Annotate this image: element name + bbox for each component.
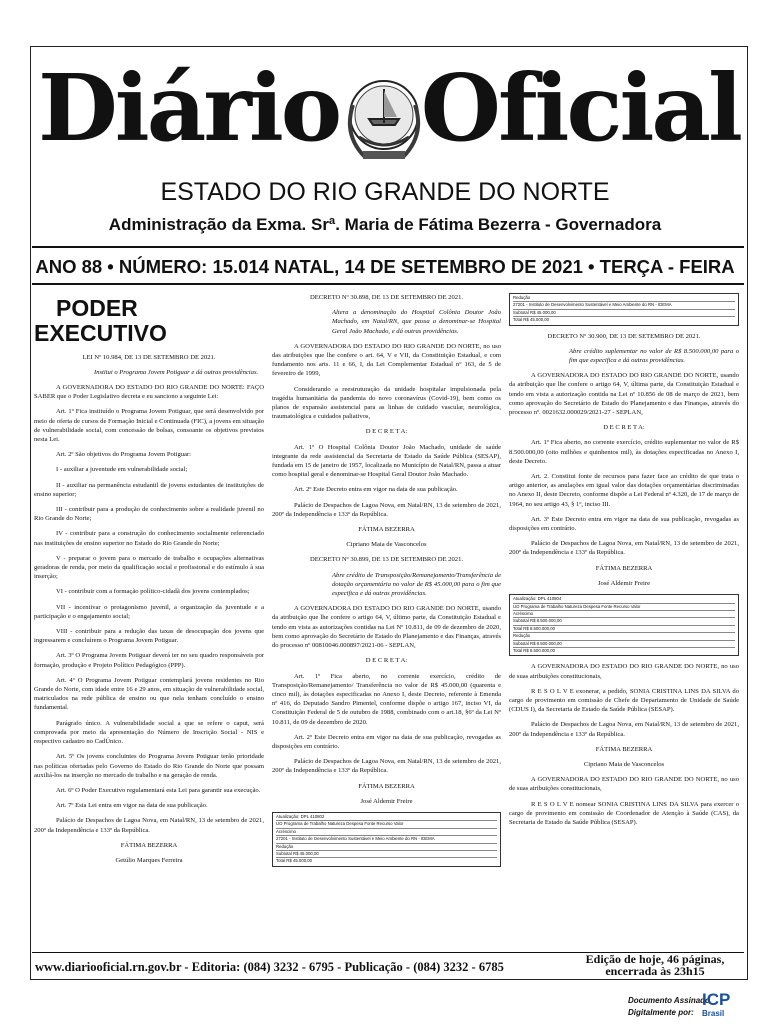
table-row (513, 632, 735, 639)
law-title: LEI Nº 10.984, DE 13 DE SETEMBRO DE 2021. (82, 353, 216, 361)
column-3 (509, 293, 739, 833)
column-2 (272, 293, 501, 873)
paragraph: Considerando a reestruturação da unidade hospitalar impulsionada pela tragédia humanitária da pandemia do novo coronavírus (Covid-19), bem como os planos de expansão assistencial para as linhas de cuidado vascular, neurológica, traumatológica e cuidados paliativos, (272, 385, 501, 421)
table-row (513, 603, 735, 610)
decreta-heading: D E C R E T A: (365, 657, 408, 665)
signature-name: Getúlio Marques Ferreira (115, 856, 183, 864)
table-cell: Atualização: DPL 410804 (513, 596, 562, 602)
paragraph: Art. 6º O Poder Executivo regulamentará esta Lei para garantir sua execução. (56, 786, 261, 794)
table-cell: Redução (513, 633, 531, 639)
table-cell: Atualização: DPL 410802 (276, 813, 325, 819)
section-title: PODER EXECUTIVO (34, 295, 167, 347)
paragraph: Palácio de Despachos de Lagoa Nova, em Natal/RN, 13 de setembro de 2021, 200º da Independência e 133º da República. (509, 540, 739, 557)
table-row (276, 850, 497, 857)
table-cell: 27201 - Instituto de Desenvolvimento Sustentável e Meio Ambiente do RN - IDEMA (276, 836, 435, 842)
table-cell: Subtotal R$ 45.000,00 (513, 309, 556, 315)
table-row (276, 820, 497, 827)
table-row (513, 610, 735, 617)
edition-info (585, 953, 725, 977)
edition-line-2: encerrada às 23h15 (605, 964, 705, 978)
issue-line: ANO 88 • NÚMERO: 15.014 NATAL, 14 DE SETEMBRO DE 2021 • TERÇA - FEIRA (35, 256, 735, 277)
paragraph: Art. 3º Este Decreto entra em vigor na data de sua publicação, revogadas as disposições em contrário. (509, 515, 739, 533)
paragraph: II - auxiliar na permanência estudantil de jovens estudantes de instituições de ensino superior; (34, 481, 264, 498)
table-cell: Subtotal R$ 8.500.000,00 (513, 640, 562, 646)
paragraph: I - auxiliar a juventude em vulnerabilidade social; (56, 466, 188, 474)
paragraph: Art. 4º O Programa Jovem Potiguar contemplará jovens residentes no Rio Grande do Norte, com idade entre 16 e 29 anos, em situação de vulnerabilidade social, matriculados na rede pública de ensino ou que nela tenham concluído o ensino fundamental. (34, 676, 264, 712)
masthead-word-diario: Diário (38, 54, 340, 162)
signature-name: FÁTIMA BEZERRA (120, 841, 178, 849)
paragraph: Art. 2º São objetivos do Programa Jovem Potiguar: (56, 451, 192, 459)
signature-label: Documento Assinado (628, 996, 710, 1005)
signature-name: Cipriano Maia de Vasconcelos (346, 541, 427, 549)
decreta-heading: D E C R E T A: (365, 428, 408, 436)
paragraph: VIII - contribuir para a redução das taxas de desocupação dos jovens que ingressarem e concluírem o Programa Jovem Potiguar. (34, 628, 264, 645)
state-crest-icon (325, 65, 443, 183)
table-row (276, 835, 497, 842)
paragraph: Palácio de Despachos de Lagoa Nova, em Natal/RN, 13 de setembro de 2021, 200º da Independência e 133º da República. (509, 721, 739, 738)
icp-brasil-label: Brasil (702, 1009, 725, 1018)
decree-ementa: Altera a denominação do Hospital Colônia Doutor João Machado, em Natal/RN, que passa a denominar-se Hospital Geral João Machado, e dá outras providências. (332, 309, 501, 335)
law-ementa: Institui o Programa Jovem Potiguar e dá outras providências. (94, 368, 259, 376)
divider-issue (32, 283, 744, 285)
decreta-heading: D E C R E T A: (603, 424, 645, 432)
signature-name: FÁTIMA BEZERRA (595, 564, 653, 572)
table-cell: Total R$ 45.000,00 (276, 858, 313, 864)
paragraph: Art. 2. Constitui fonte de recursos para fazer face ao crédito de que trata o artigo anterior, as anulações em igual valor das dotações orçamentárias discriminadas no Anexo II, deste Decreto, conforme dispõe a Lei Federal nº 4.320, de 17 de março de 1964, no seu artigo 43, § 1º, inciso III. (509, 473, 739, 508)
table-cell: Subtotal R$ 45.000,00 (276, 850, 319, 856)
paragraph: Art. 2º Este Decreto entra em vigor na data de sua publicação, revogadas as disposições em contrário. (272, 733, 501, 750)
masthead-word-oficial: Oficial (420, 54, 740, 162)
paragraph: Art. 7º Esta Lei entra em vigor na data de sua publicação. (56, 802, 208, 810)
paragraph: Art. 1º Fica aberto, no corrente exercício, crédito suplementar no valor de R$ 8.500.000,00 (oito milhões e quinhentos mil), às dotações especificadas no Anexo I, deste Decreto. (509, 439, 739, 465)
divider-top (32, 246, 744, 248)
table-row (513, 309, 735, 316)
paragraph: Art. 2º Este Decreto entra em vigor na data de sua publicação. (294, 486, 458, 494)
edition-line-1: Edição de hoje, 46 páginas, (585, 952, 725, 966)
signature-name: FÁTIMA BEZERRA (358, 526, 415, 534)
table-cell: Subtotal R$ 8.500.000,00 (513, 618, 562, 624)
decree-ementa: Abre crédito suplementar no valor de R$ 8.500.000,00 para o fim que especifica e dá outras providências. (569, 347, 739, 365)
table-cell: Acréscimo (276, 828, 297, 834)
paragraph: V - preparar o jovem para o mercado de trabalho e ocupações alternativas geradoras de renda, por meio da qualificação social e profissional e do estímulo à sua inserção; (34, 554, 264, 581)
table-cell: Redução (276, 843, 294, 849)
footer-contact: www.diariooficial.rn.gov.br - Editoria: (084) 3232 - 6795 - Publicação - (084) 3232 - 6785 (35, 960, 504, 974)
table-row (276, 857, 497, 864)
column-1 (34, 296, 264, 871)
paragraph: Art. 3º O Programa Jovem Potiguar deverá ter no seu quadro responsáveis por formação, produção e Projeto Político Pedagógico (PPP). (34, 652, 264, 669)
paragraph: Art. 1º Fica instituído o Programa Jovem Potiguar, que será desenvolvido por meio de oferta de cursos de Formação Inicial e Continuada (FIC), a jovens em situação de vulnerabilidade social, com concessão de bolsas, consoante os objetivos previstos nesta Lei. (34, 408, 264, 444)
budget-table (272, 812, 501, 867)
paragraph: A GOVERNADORA DO ESTADO DO RIO GRANDE DO NORTE: FAÇO SABER que o Poder Legislativo decreta e eu sanciono a seguinte Lei: (34, 384, 264, 401)
signature-label: Digitalmente por: (628, 1008, 694, 1017)
signature-name: José Aldemir Freire (597, 579, 650, 587)
state-name: ESTADO DO RIO GRANDE DO NORTE (160, 178, 610, 206)
signature-name: FÁTIMA BEZERRA (595, 745, 653, 753)
paragraph: VII - incentivar o protagonismo juvenil, a organização da juventude e a participação e o engajamento social; (34, 603, 264, 620)
signature-name: Cipriano Maia de Vasconcelos (583, 760, 665, 768)
table-row (513, 625, 735, 632)
decree-title: DECRETO Nº 30.898, DE 13 DE SETEMBRO DE 2021. (309, 294, 464, 301)
table-row (513, 617, 735, 624)
decree-title: DECRETO Nº 30.900, DE 13 DE SETEMBRO DE 2021. (547, 332, 701, 340)
paragraph: A GOVERNADORA DO ESTADO DO RIO GRANDE DO NORTE, usando da atribuição que lhe confere o artigo 64, V, última parte, da Constituição Estadual e tendo em vista a autorização contida na Lei nº 10.856 de 08 de março de 2021, bem como aprovação do Secretário de Estado do Planejamento e das Finanças, através do processo nº. 0021632.000029/2021-27 - SEPLAN, (509, 372, 739, 417)
table-cell: Acréscimo (513, 610, 534, 616)
table-cell: 27201 - Instituto de Desenvolvimento Sustentável e Meio Ambiente do RN - IDEMA (513, 302, 672, 308)
paragraph: VI - contribuir com a formação político-cidadã dos jovens contemplados; (56, 588, 250, 596)
paragraph: A GOVERNADORA DO ESTADO DO RIO GRANDE DO NORTE, no uso das atribuições que lhe confere o art. 64, V e VII, da Constituição Estadual, e com fundamento nos arts. 11 e 66, I, da Lei Complementar Estadual nº 163, de 5 de fevereiro de 1999, (272, 342, 501, 378)
paragraph: R E S O L V E nomear SONIA CRISTINA LINS DA SILVA para exercer o cargo de provimento em comissão de Coordenador de Atenção à Saúde (CAS), da Secretaria de Estado da Saúde Pública (SESAP). (509, 800, 739, 826)
paragraph: A GOVERNADORA DO ESTADO DO RIO GRANDE DO NORTE, usando da atribuição que lhe confere o artigo 64, V, último parte, da Constituição Estadual e tendo em vista as autorizações contidas na Lei Nº 10.811, de 09 de dezembro de 2020, bem como aprovação do Secretário de Estado do Planejamento e das Finanças, através do processo nº 00810046.000897/2021-06 - SEPLAN, (272, 605, 501, 650)
table-row (276, 843, 497, 850)
table-row (276, 828, 497, 835)
paragraph: R E S O L V E exonerar, a pedido, SONIA CRISTINA LINS DA SILVA do cargo de provimento em comissão de Chefe de Departamento de Unidade de Saúde (CDUS I), da Secretaria de Estado da Saúde Pública (SESAP). (509, 687, 739, 714)
paragraph: Palácio de Despachos de Lagoa Nova, em Natal/RN, 13 de setembro de 2021, 200º da Independência e 133º da República. (272, 501, 501, 518)
signature-name: FÁTIMA BEZERRA (358, 782, 415, 790)
paragraph: Art. 1º Fica aberto, no corrente exercício, crédito de Transposição/Remanejamento/ Transferência no valor de R$ 45.000,00 (quarenta e cinco mil), às dotações especificadas no Anexo I, deste Decreto, referente à Emenda nº 416, do Deputado Sandro Pimentel, conforme dispõe o artigo 167, inciso VI, da Constituição Federal de 5 de outubro de 1988, combinado com o art.18, §6º da Lei Nº 10.811, de 09 de dezembro de 2020. (272, 672, 501, 726)
table-row (513, 316, 735, 323)
paragraph: Palácio de Despachos de Lagoa Nova, em Natal/RN, 13 de setembro de 2021, 200º da Independência e 133º da República. (272, 758, 501, 775)
decree-ementa: Abre crédito de Transposição/Remanejamento/Transferência de dotação orçamentária no valor de R$ 45.000,00 para o fim que especifica e dá outras providências. (332, 571, 501, 598)
paragraph: III - contribuir para a produção de conhecimento sobre a realidade juvenil no Rio Grande do Norte; (34, 506, 264, 523)
paragraph: A GOVERNADORA DO ESTADO DO RIO GRANDE DO NORTE, no uso de suas atribuições constitucionais, (509, 776, 739, 793)
administration-line: Administração da Exma. Srª. Maria de Fátima Bezerra - Governadora (108, 215, 662, 234)
digital-signature-badge (628, 992, 740, 1022)
table-row (513, 301, 735, 308)
paragraph: Art. 1º O Hospital Colônia Doutor João Machado, unidade de saúde integrante da rede assistencial da Secretaria de Estado da Saúde Pública (SESAP), fundada em 15 de janeiro de 1957, localizada no Município de Natal/RN, passa a atuar como hospital geral e denominar-se Hospital Geral Doutor João Machado. (272, 443, 501, 479)
table-row (513, 640, 735, 647)
table-cell: Total R$ 45.000,00 (513, 317, 550, 323)
icp-logo-icon: ICP (702, 990, 731, 1009)
table-cell: Total R$ 8.500.000,00 (513, 647, 556, 653)
decree-title: DECRETO Nº 30.899, DE 13 DE SETEMBRO DE 2021. (309, 556, 464, 564)
table-row (513, 647, 735, 654)
table-cell: Total R$ 8.500.000,00 (513, 625, 556, 631)
paragraph: A GOVERNADORA DO ESTADO DO RIO GRANDE DO NORTE, no uso de suas atribuições constitucionais, (509, 663, 739, 680)
paragraph: Art. 5º Os jovens concluintes do Programa Jovem Potiguar terão prioridade nas políticas ofertadas pelo Governo do Estado do Rio Grande do Norte que possam auxiliá-los na inserção no mercado de trabalho e na geração de renda. (34, 753, 264, 779)
budget-table (509, 594, 739, 656)
table-cell: UO Programa de Trabalho Natureza Despesa Fonte Recurso Valor (513, 603, 641, 609)
paragraph: Parágrafo único. A vulnerabilidade social a que se refere o caput, será comprovada por meio da apresentação do Número de Inscrição Social - NIS e respectivo cadastro no CadÚnico. (34, 719, 264, 746)
signature-name: José Aldemir Freire (360, 797, 413, 805)
table-cell: UO Programa de Trabalho Natureza Despesa Fonte Recurso Valor (276, 821, 404, 827)
paragraph: IV - contribuir para a construção do conhecimento socialmente referenciado nas instituições de ensino superior no Estado do Rio Grande do Norte; (34, 530, 264, 547)
paragraph: Palácio de Despachos de Lagoa Nova, em Natal/RN, 13 de setembro de 2021, 200º da Independência e 133º da República. (34, 817, 264, 834)
budget-table (509, 293, 739, 326)
table-cell: Redução (513, 295, 531, 300)
